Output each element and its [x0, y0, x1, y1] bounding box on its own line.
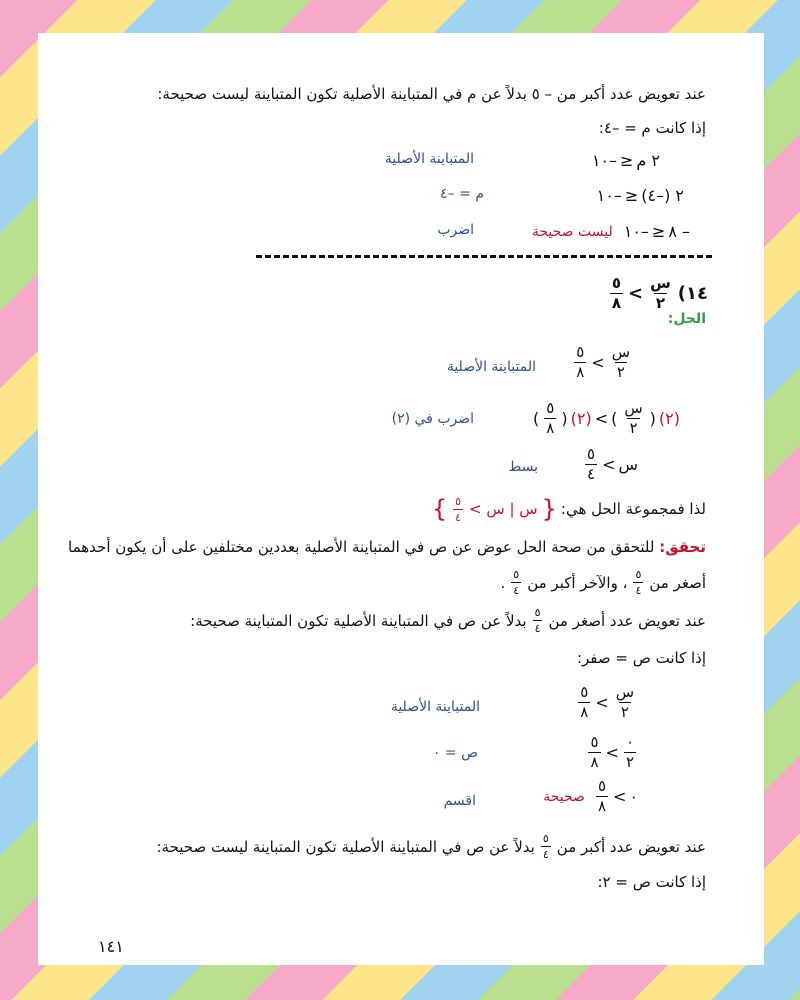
expr-right: –١٠: [596, 186, 622, 205]
substitute-smaller-line: عند تعويض عدد أصغر من $\frac{٥}{٤}$ بدلاً عن ص في المتباينة الأصلية تكون المتباينة صحيحة:: [190, 606, 706, 635]
substitution-intro-line: عند تعويض عدد أكبر من – ٥ بدلاً عن م في المتباينة الأصلية تكون المتباينة ليست صحيحة:: [157, 85, 706, 103]
original-inequality-label: المتباينة الأصلية: [446, 359, 536, 375]
expr-right: –١٠: [623, 222, 649, 241]
inequality-row-2: [597, 186, 684, 205]
check-step-original: $\frac{\text{س}}{٢}$ > $\frac{٥}{٨}$: [580, 683, 634, 721]
expr-left: ٢ م: [636, 151, 660, 170]
simplify-label: بسط: [508, 459, 538, 475]
problem-number: ١٤): [677, 283, 708, 304]
expr-left: – ٨: [668, 222, 690, 241]
substitute-larger-line: عند تعويض عدد أكبر من $\frac{٥}{٤}$ بدلاً عن ص في المتباينة الأصلية تكون المتباينة ليست صحيحة:: [156, 832, 706, 861]
true-label: صحيحة: [543, 788, 585, 805]
check-step-result: ٠ > $\frac{٥}{٨}$ صحيحة: [543, 777, 638, 815]
divide-label: اقسم: [443, 793, 476, 809]
check-paragraph: تحقق: للتحقق من صحة الحل عوض عن ص في المتباينة الأصلية بعددين مختلفين على أن يكون أحدهما: [68, 538, 706, 556]
gt-sign: >: [627, 283, 644, 304]
inequality-row-3: [532, 222, 690, 241]
expr-right: –١٠: [591, 151, 617, 170]
step-simplify: س > $\frac{٥}{٤}$: [587, 445, 638, 483]
step-original: $\frac{\text{س}}{٢}$ > $\frac{٥}{٨}$: [576, 343, 630, 381]
check-step-substitute: $\frac{٠}{٢}$ > $\frac{٥}{٨}$: [590, 733, 634, 771]
if-m-equals-line: إذا كانت م = –٤:: [598, 119, 706, 137]
fraction-s-over-2: $\frac{\text{س}}{٢}$: [650, 274, 671, 312]
section-divider: [256, 255, 712, 258]
page-number: ١٤١: [98, 937, 124, 956]
original-inequality-label: المتباينة الأصلية: [390, 699, 480, 715]
substitution-label: م = –٤: [440, 186, 484, 202]
multiply-label: اضرب: [437, 222, 474, 238]
inequality-row-1: [592, 151, 660, 170]
leq-sign: ≤: [624, 186, 639, 205]
solution-set-line: لذا فمجموعة الحل هي: { س | س > $\frac{٥}{٤}$ }: [431, 494, 706, 524]
expr-left: ٢ (–٤): [641, 186, 684, 205]
check-paragraph-cont: أصغر من $\frac{٥}{٤}$ ، والآخر أكبر من $\frac{٥}{٤}$ .: [500, 568, 706, 597]
worksheet-page: [38, 33, 764, 965]
not-true-label: ليست صحيحة: [531, 223, 613, 240]
if-y-zero-line: إذا كانت ص = صفر:: [576, 649, 706, 667]
if-y-two-line: إذا كانت ص = ٢:: [597, 873, 706, 891]
multiply-by-2-label: اضرب في (٢): [391, 411, 474, 427]
problem-14-header: [608, 276, 708, 311]
solution-label: الحل:: [667, 311, 706, 327]
leq-sign: ≤: [620, 151, 634, 170]
fraction-5-over-8: $\frac{٥}{٨}$: [611, 274, 621, 312]
leq-sign: ≤: [651, 222, 666, 241]
y-equals-zero-label: ص = ٠: [432, 745, 478, 761]
original-inequality-label: المتباينة الأصلية: [384, 151, 474, 167]
step-multiply: (٢) ( $\frac{\text{س}}{٢}$ ) > (٢) ( $\frac{٥}{٨}$ ): [533, 399, 680, 437]
